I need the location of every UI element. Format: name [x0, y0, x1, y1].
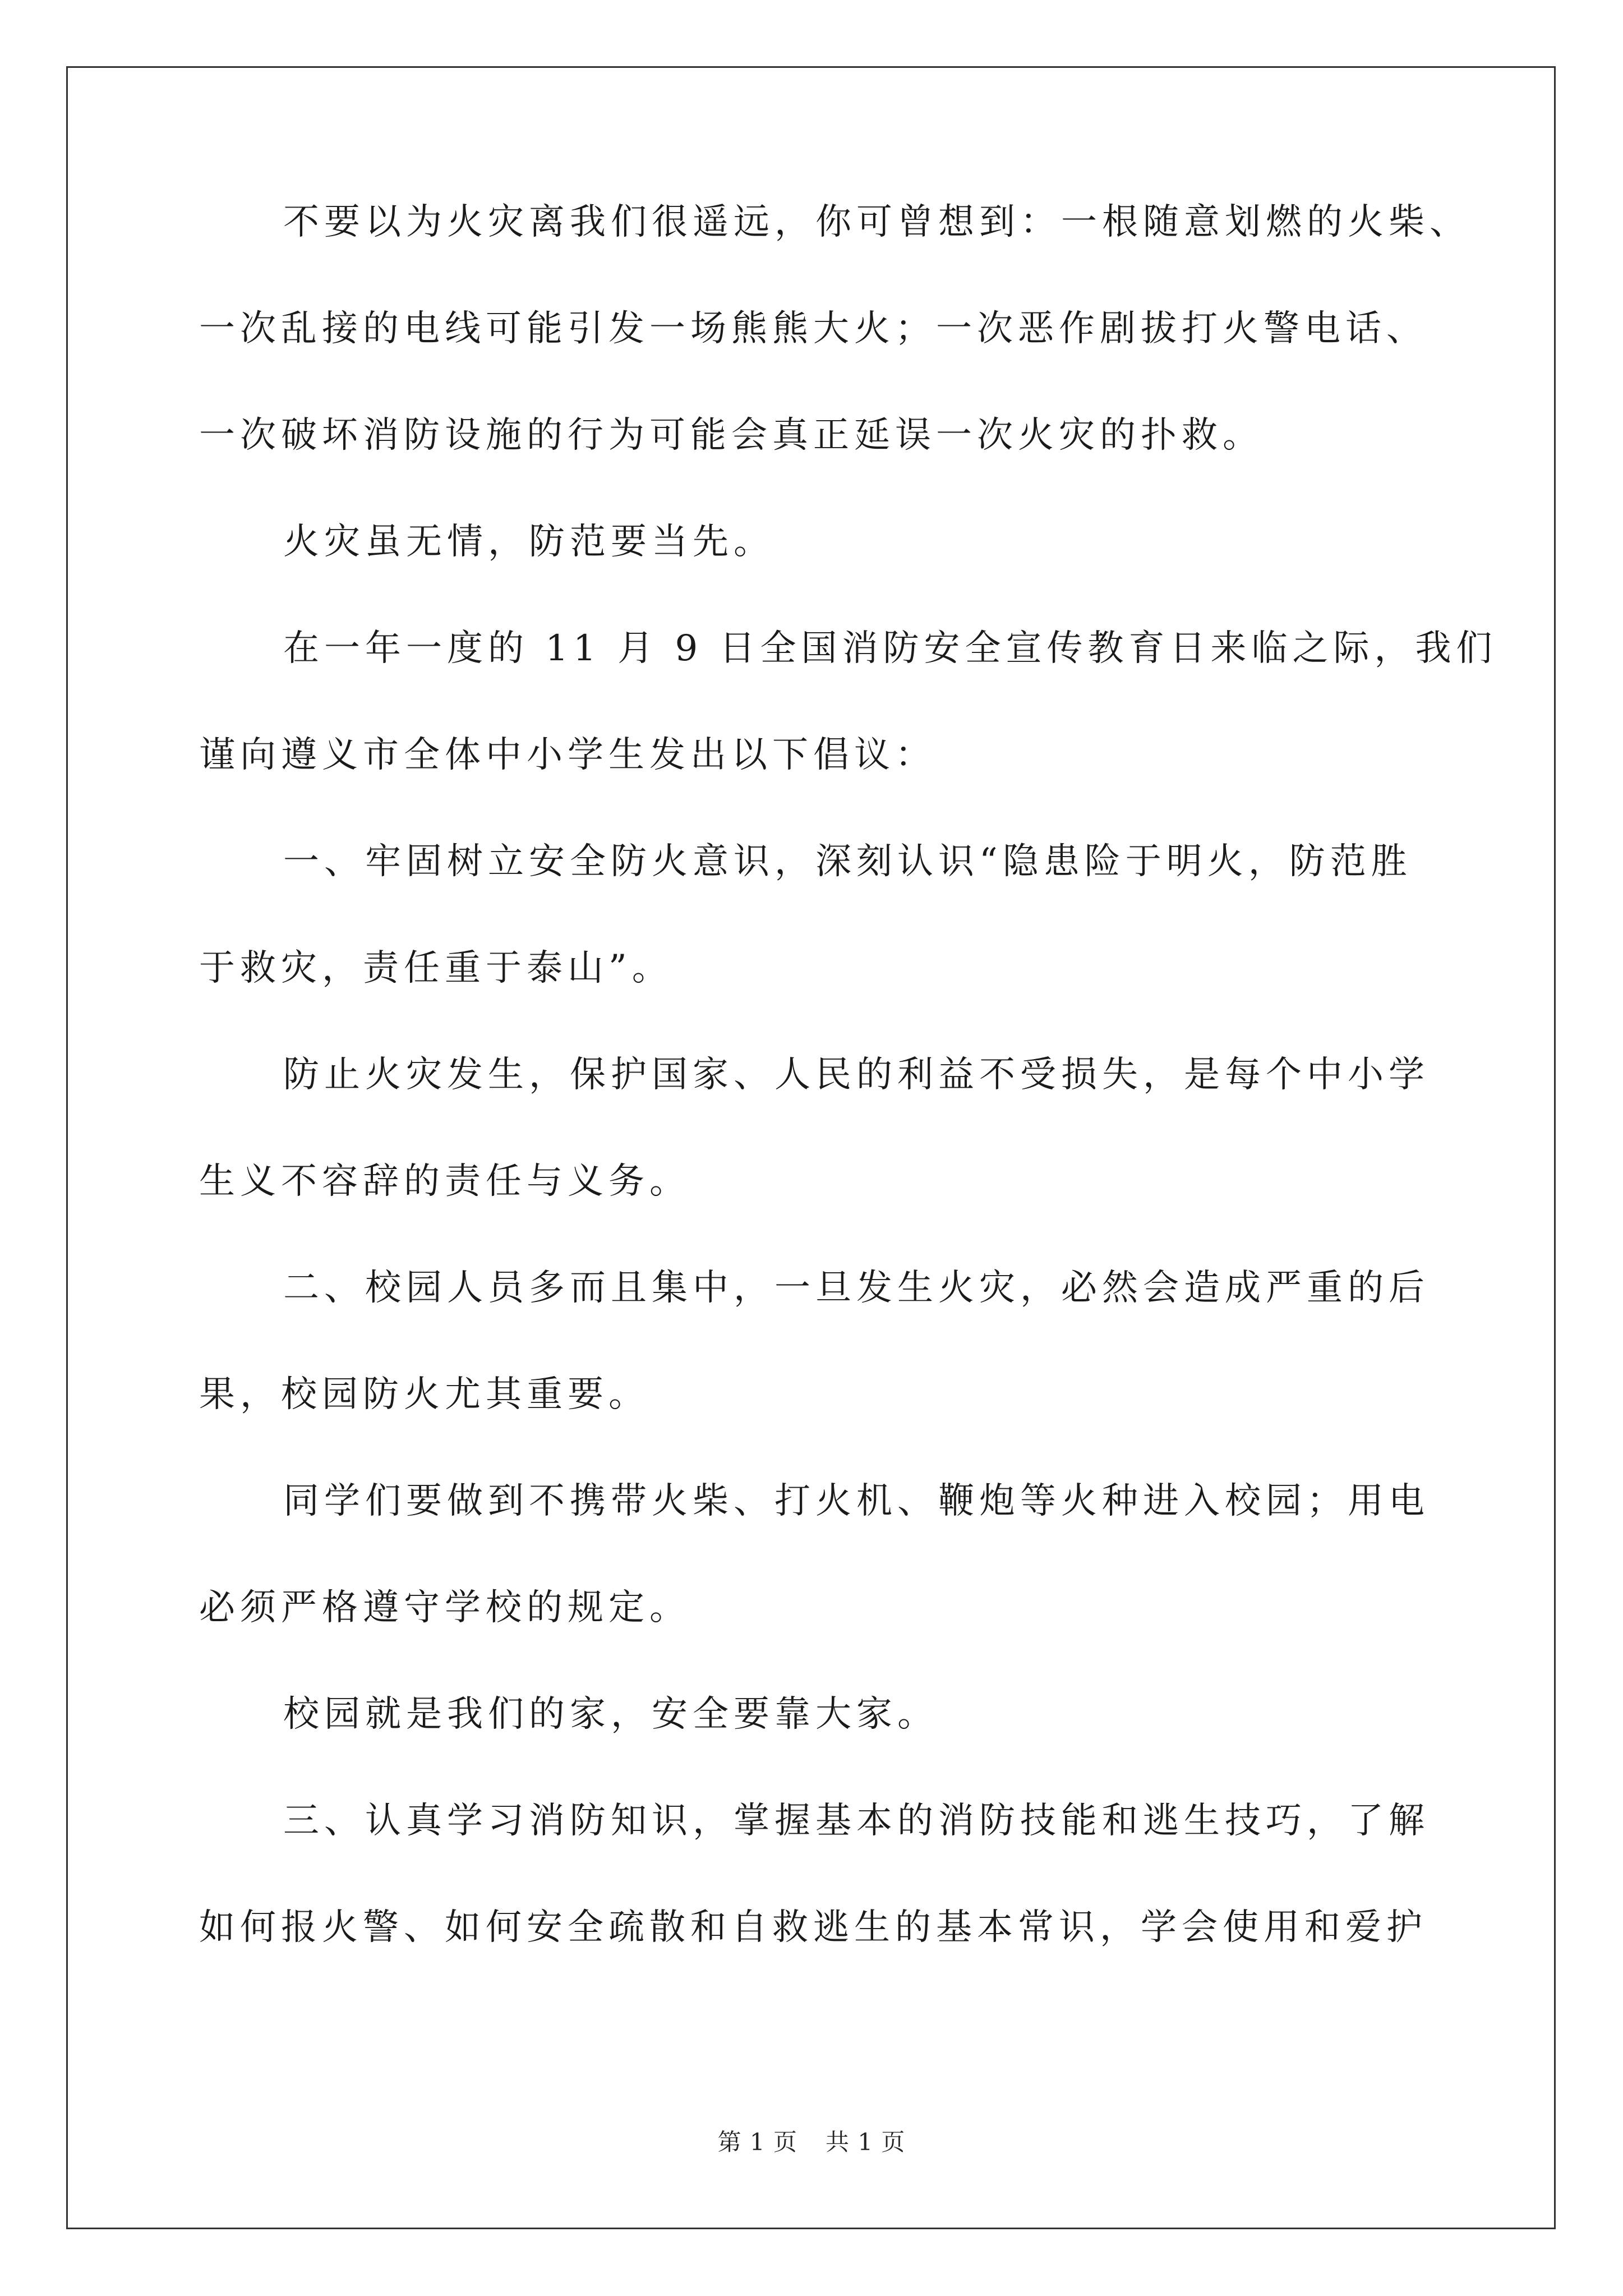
paragraph-4-line-2: 于救灾，责任重于泰山”。	[199, 947, 673, 989]
paragraph-9-line-2: 如何报火警、如何安全疏散和自救逃生的基本常识，学会使用和爱护	[199, 1907, 1427, 1948]
page-number: 第 1 页	[717, 2128, 797, 2156]
paragraph-1-line-1: 不要以为火灾离我们很遥远，你可曾想到：一根随意划燃的火柴、	[283, 201, 1470, 243]
paragraph-1-line-3: 一次破坏消防设施的行为可能会真正延误一次火灾的扑救。	[199, 415, 1264, 456]
paragraph-6-line-1: 二、校园人员多而且集中，一旦发生火灾，必然会造成严重的后	[283, 1267, 1430, 1309]
paragraph-3-line-1: 在一年一度的 11 月 9 日全国消防安全宣传教育日来临之际，我们	[283, 628, 1497, 669]
paragraph-8-line-1: 校园就是我们的家，安全要靠大家。	[283, 1694, 938, 1735]
page-total: 共 1 页	[826, 2128, 906, 2156]
paragraph-5-line-2: 生义不容辞的责任与义务。	[199, 1161, 690, 1202]
paragraph-7-line-2: 必须严格遵守学校的规定。	[199, 1587, 690, 1628]
paragraph-4-line-1: 一、牢固树立安全防火意识，深刻认识“隐患险于明火，防范胜	[283, 841, 1412, 882]
page-footer	[0, 2128, 1623, 2157]
paragraph-2-line-1: 火灾虽无情，防范要当先。	[283, 521, 774, 563]
paragraph-7-line-1: 同学们要做到不携带火柴、打火机、鞭炮等火种进入校园；用电	[283, 1480, 1430, 1522]
paragraph-9-line-1: 三、认真学习消防知识，掌握基本的消防技能和逃生技巧，了解	[283, 1800, 1430, 1842]
paragraph-6-line-2: 果，校园防火尤其重要。	[199, 1374, 649, 1415]
paragraph-3-line-2: 谨向遵义市全体中小学生发出以下倡议：	[199, 734, 936, 776]
paragraph-5-line-1: 防止火灾发生，保护国家、人民的利益不受损失，是每个中小学	[283, 1054, 1430, 1096]
paragraph-1-line-2: 一次乱接的电线可能引发一场熊熊大火；一次恶作剧拔打火警电话、	[199, 308, 1427, 349]
